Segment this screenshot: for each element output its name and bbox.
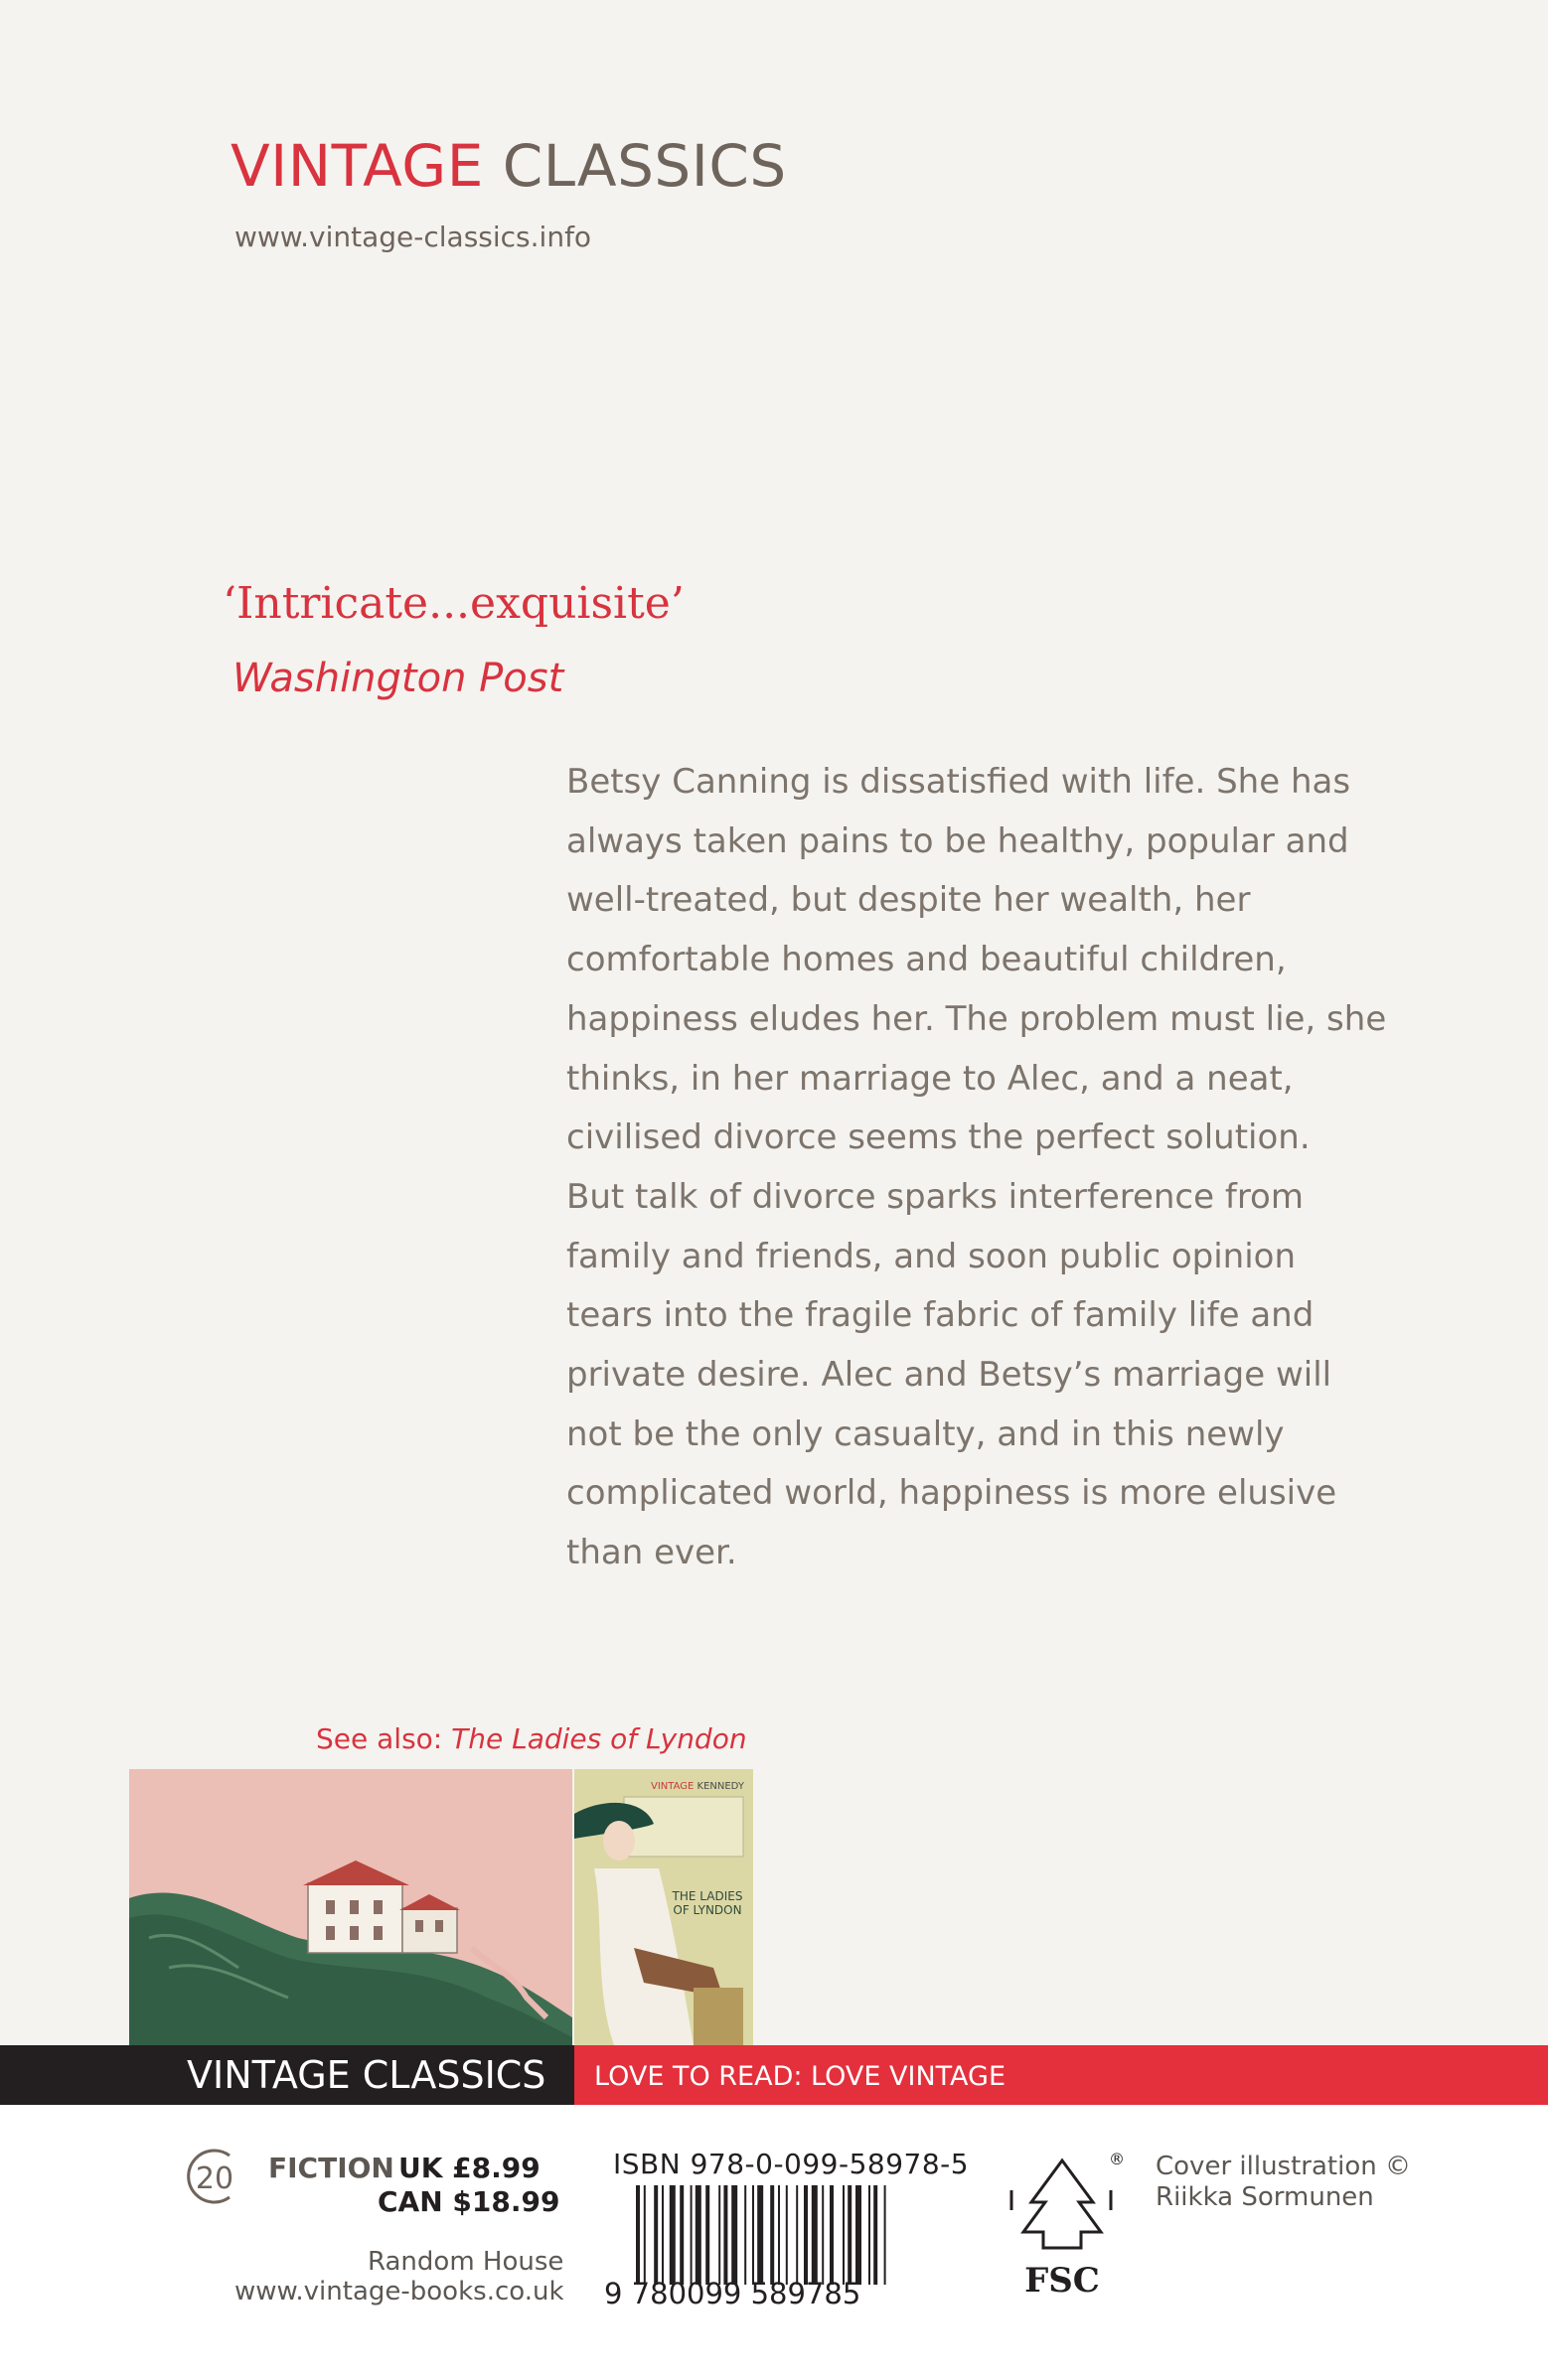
isbn: ISBN 978-0-099-58978-5 (613, 2148, 970, 2180)
see-also (316, 1722, 747, 1755)
series-website: www.vintage-classics.info (234, 221, 592, 253)
twentieth-century-icon (184, 2144, 243, 2209)
blurb-line: civilised divorce seems the perfect solution. (566, 1117, 1311, 1158)
series-logo (231, 132, 787, 200)
blurb-line: complicated world, happiness is more elusive (566, 1473, 1337, 1514)
book-blurb (566, 753, 1490, 1583)
svg-text:20: 20 (195, 2161, 234, 2196)
strip-slogan: LOVE TO READ: LOVE VINTAGE (594, 2061, 1006, 2092)
strip-series-name: VINTAGE CLASSICS (187, 2053, 546, 2097)
fsc-logo (1002, 2151, 1123, 2300)
series-logo-classics: CLASSICS (502, 132, 787, 200)
see-also-title: The Ladies of Lyndon (451, 1722, 747, 1755)
credit-line: Cover illustration © (1156, 2152, 1411, 2181)
related-book-title: THE LADIES OF LYNDON (672, 1889, 743, 1917)
cover-illustration (129, 1769, 572, 2045)
genre-label: FICTION (268, 2152, 394, 2184)
blurb-line: private desire. Alec and Betsy’s marriage will (566, 1355, 1332, 1396)
related-book-brand: VINTAGE KENNEDY (651, 1781, 744, 1792)
svg-text:®: ® (1109, 2150, 1125, 2168)
series-logo-vintage: VINTAGE (231, 132, 484, 200)
blurb-line: always taken pains to be healthy, popular and (566, 820, 1349, 861)
credit-line: Riikka Sormunen (1156, 2182, 1374, 2212)
review-quote: ‘Intricate...exquisite’ (223, 578, 685, 629)
price-can: CAN $18.99 (378, 2185, 560, 2218)
review-source: Washington Post (232, 656, 564, 701)
blurb-line: comfortable homes and beautiful children, (566, 940, 1287, 980)
blurb-line: tears into the fragile fabric of family life and (566, 1295, 1315, 1336)
blurb-line: family and friends, and soon public opinion (566, 1236, 1297, 1276)
blurb-line: not be the only casualty, and in this newly (566, 1413, 1285, 1454)
barcode (636, 2185, 964, 2285)
blurb-line: But talk of divorce sparks interference from (566, 1176, 1304, 1217)
blurb-line: thinks, in her marriage to Alec, and a neat, (566, 1058, 1294, 1099)
blurb-line: well-treated, but despite her wealth, her (566, 880, 1251, 921)
price-uk: UK £8.99 (398, 2152, 541, 2184)
publisher-name: Random House (368, 2247, 564, 2277)
svg-text:FSC: FSC (1024, 2261, 1100, 2301)
blurb-line: Betsy Canning is dissatisfied with life. She has (566, 762, 1351, 802)
blurb-line: than ever. (566, 1533, 737, 1573)
see-also-prefix: See also: (316, 1722, 452, 1755)
barcode-digits: 9 780099 589785 (604, 2277, 861, 2310)
publisher-website: www.vintage-books.co.uk (234, 2277, 564, 2306)
cover-credit (1156, 2152, 1411, 2213)
blurb-line: happiness eludes her. The problem must lie, she (566, 998, 1387, 1039)
